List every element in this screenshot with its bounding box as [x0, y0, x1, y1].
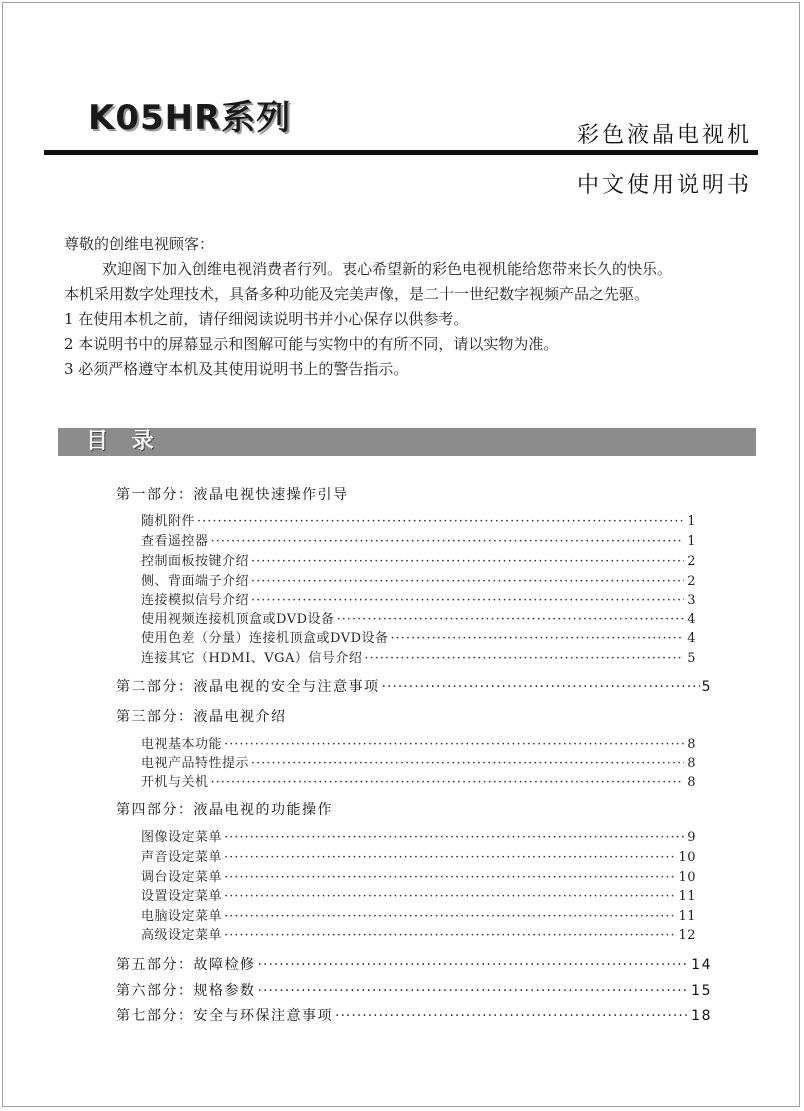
- toc-part-4: [116, 799, 712, 819]
- toc-part-page: 18: [691, 1008, 712, 1024]
- toc-entry-page: 2: [687, 574, 696, 589]
- toc-entry: [141, 826, 696, 845]
- toc-entry: [141, 550, 696, 569]
- toc-part-1: [116, 484, 712, 504]
- toc-entry-label: 高级设定菜单: [141, 928, 223, 943]
- toc-entry-label: 设置设定菜单: [141, 889, 223, 904]
- toc-part-title: 第五部分：故障检修: [116, 957, 256, 973]
- toc-part-2: [116, 676, 712, 696]
- toc-entry-label: 使用色差（分量）连接机顶盒或DVD设备: [141, 631, 389, 646]
- toc-entry: [141, 608, 696, 627]
- toc-entry-page: 12: [678, 928, 696, 943]
- toc-entry: [141, 771, 696, 790]
- intro-section: [64, 232, 774, 382]
- toc-heading: 目 录: [86, 429, 162, 454]
- toc-part-page: 15: [691, 983, 712, 999]
- toc-entry: [141, 885, 696, 904]
- toc-part-title: 第二部分：液晶电视的安全与注意事项: [116, 679, 380, 695]
- toc-part-3: [116, 706, 712, 726]
- toc-entry: [141, 647, 696, 666]
- toc-entry-page: 10: [678, 870, 696, 885]
- toc-entry-label: 调台设定菜单: [141, 870, 223, 885]
- toc-entry-page: 8: [687, 756, 696, 771]
- toc-part-page: 5: [701, 679, 712, 695]
- toc-entry-page: 3: [687, 593, 696, 608]
- toc-heading-bar: [58, 428, 756, 456]
- toc-entry-page: 4: [687, 612, 696, 627]
- toc-entry-page: 1: [687, 534, 696, 549]
- manual-title: 中文使用说明书: [576, 173, 752, 198]
- toc-part-page: 14: [691, 957, 712, 973]
- toc-part-title: 第六部分：规格参数: [116, 983, 256, 999]
- toc-entry-label: 连接其它（HDMI、VGA）信号介绍: [141, 651, 363, 666]
- toc-part-7: [116, 1005, 712, 1025]
- intro-line: 本机采用数字处理技术，具备多种功能及完美声像，是二十一世纪数字视频产品之先驱。: [64, 285, 650, 303]
- toc-entry-page: 4: [687, 631, 696, 646]
- intro-line: 欢迎阁下加入创维电视消费者行列。衷心希望新的彩色电视机能给您带来长久的快乐。: [102, 260, 673, 278]
- toc-entry-page: 5: [687, 651, 696, 666]
- toc-entry: [141, 530, 696, 549]
- toc-entry: [141, 570, 696, 589]
- toc-entry-page: 2: [687, 554, 696, 569]
- toc-entry-label: 使用视频连接机顶盒或DVD设备: [141, 612, 335, 627]
- toc-part-title: 第三部分：液晶电视介绍: [116, 709, 287, 725]
- toc-part-5: [116, 954, 712, 974]
- toc-entry-label: 电脑设定菜单: [141, 909, 223, 924]
- note-item: 3 必须严格遵守本机及其使用说明书上的警告指示。: [64, 360, 409, 378]
- toc-entry: [141, 924, 696, 943]
- toc-entry-label: 图像设定菜单: [141, 830, 223, 845]
- header-rule: [44, 150, 758, 155]
- toc-entry-label: 开机与关机: [141, 775, 209, 790]
- toc-part-6: [116, 980, 712, 1000]
- toc-entry-label: 声音设定菜单: [141, 850, 223, 865]
- toc-entry: [141, 846, 696, 865]
- toc-entry-label: 连接模拟信号介绍: [141, 593, 250, 608]
- note-item: 2 本说明书中的屏幕显示和图解可能与实物中的有所不同，请以实物为准。: [64, 335, 559, 353]
- series-title: K05HR系列: [88, 98, 292, 138]
- toc-entry-page: 11: [678, 889, 696, 904]
- toc-entry: [141, 510, 696, 529]
- toc-entry-page: 8: [687, 737, 696, 752]
- note-item: 1 在使用本机之前，请仔细阅读说明书并小心保存以供参考。: [64, 310, 469, 328]
- toc-entry-label: 电视基本功能: [141, 737, 223, 752]
- product-name: 彩色液晶电视机: [576, 123, 752, 148]
- toc-entry-label: 电视产品特性提示: [141, 756, 250, 771]
- toc-entry-label: 控制面板按键介绍: [141, 554, 250, 569]
- toc-entry: [141, 752, 696, 771]
- toc-entry: [141, 733, 696, 752]
- toc-entry-label: 随机附件: [141, 514, 196, 529]
- toc-entry-page: 11: [678, 909, 696, 924]
- toc-part-title: 第七部分：安全与环保注意事项: [116, 1008, 333, 1024]
- toc-entry-label: 查看遥控器: [141, 534, 209, 549]
- toc-entry: [141, 627, 696, 646]
- toc-entry-page: 9: [687, 830, 696, 845]
- greeting: 尊敬的创维电视顾客：: [64, 235, 215, 253]
- toc-entry: [141, 905, 696, 924]
- toc-entry-page: 10: [678, 850, 696, 865]
- toc-entry-label: 侧、背面端子介绍: [141, 574, 250, 589]
- toc-part-title: 第四部分：液晶电视的功能操作: [116, 802, 333, 818]
- toc-part-title: 第一部分：液晶电视快速操作引导: [116, 487, 349, 503]
- toc-entry: [141, 866, 696, 885]
- toc-entry: [141, 589, 696, 608]
- toc-entry-page: 8: [687, 775, 696, 790]
- toc-entry-page: 1: [687, 514, 696, 529]
